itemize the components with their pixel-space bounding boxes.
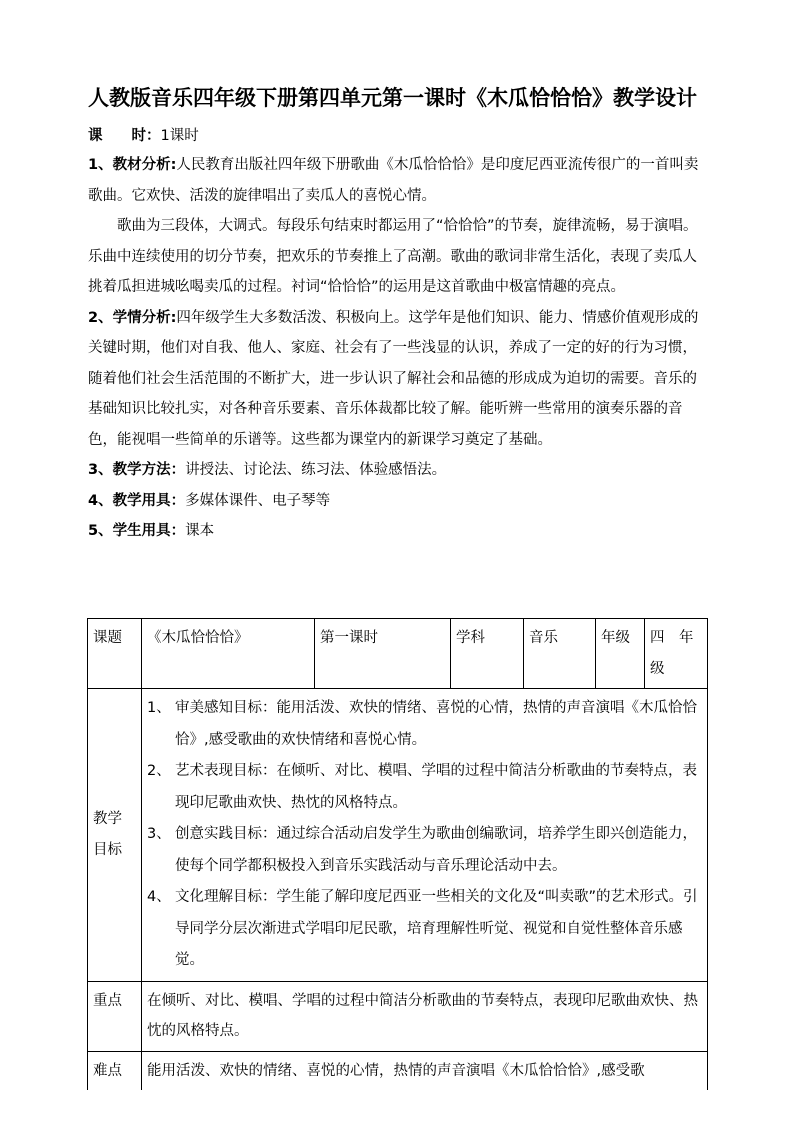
section-text: 课本: [185, 523, 215, 539]
section-textbook: [88, 150, 708, 211]
topic-value-cell: 《木瓜恰恰恰》: [142, 619, 315, 689]
subject-label-cell: 学科: [451, 619, 524, 689]
table-row: [88, 1051, 708, 1090]
goal-number: 3、: [147, 826, 171, 842]
lesson-time-value: 1课时: [160, 128, 199, 144]
section-label: 5、学生用具：: [88, 523, 186, 539]
section-text: 多媒体课件、电子琴等: [185, 492, 331, 509]
lesson-time-line: [88, 126, 199, 146]
section-label: 3、教学方法：: [88, 462, 186, 478]
section-students: [88, 303, 708, 456]
goals-label-cell: 教学目标: [88, 689, 142, 982]
grade-label-cell: 年级: [596, 619, 645, 689]
goal-text: 审美感知目标：能用活泼、欢快的情绪、喜悦的心情，热情的声音演唱《木瓜恰恰恰》,感受歌曲的欢快情绪和喜悦心情。: [175, 700, 697, 748]
lesson-time-label: 课 时：: [88, 128, 161, 144]
table-row: [88, 981, 708, 1051]
goals-list: [147, 693, 702, 977]
section-label: 1、教材分析:: [88, 157, 177, 173]
document-title: 人教版音乐四年级下册第四单元第一课时《木瓜恰恰恰》教学设计: [88, 85, 697, 110]
section-text: 人民教育出版社四年级下册歌曲《木瓜恰恰恰》是印度尼西亚流传很广的一首叫卖歌曲。它欢快、活泼的旋律唱出了卖瓜人的喜悦心情。: [88, 157, 699, 204]
grade-value-cell: 四 年级: [645, 619, 708, 689]
key-label-cell: 重点: [88, 981, 142, 1051]
section-label: 4、教学用具：: [88, 492, 186, 509]
key-content-cell: 在倾听、对比、模唱、学唱的过程中简洁分析歌曲的节奏特点，表现印尼歌曲欢快、热忱的风格特点。: [142, 981, 708, 1051]
goal-number: 4、: [147, 889, 171, 905]
section-methods: [88, 455, 708, 486]
section-text: 讲授法、讨论法、练习法、体验感悟法。: [185, 462, 447, 478]
list-item: [147, 819, 702, 882]
period-value-cell: 第一课时: [315, 619, 451, 689]
section-label: 2、学情分析:: [88, 309, 177, 326]
section-text: 四年级学生大多数活泼、积极向上。这学年是他们知识、能力、情感价值观形成的关键时期，他们对自我、他人、家庭、社会有了一些浅显的认识，养成了一定的好的行为习惯，随着他们社会生活范围的不断扩大，进一步认识了解社会和品德的形成成为迫切的需要。音乐的基础知识比较扎实，对各种音乐要素、音乐体裁都比较了解。能听辨一些常用的演奏乐器的音色，能视唱一些简单的乐谱等。这些都为课堂内的新课学习奠定了基础。: [88, 309, 699, 448]
list-item: [147, 882, 702, 977]
section-song: [88, 211, 708, 303]
analysis-block: [88, 150, 708, 547]
goal-number: 1、: [147, 700, 171, 716]
list-item: [147, 756, 702, 819]
topic-label-cell: 课题: [88, 619, 142, 689]
list-item: [147, 693, 702, 756]
subject-value-cell: 音乐: [524, 619, 596, 689]
section-tools: [88, 486, 708, 517]
goals-content-cell: [142, 689, 708, 982]
table-row: [88, 689, 708, 982]
goal-text: 文化理解目标：学生能了解印度尼西亚一些相关的文化及“叫卖歌”的艺术形式。引导同学分层次渐进式学唱印尼民歌，培育理解性听觉、视觉和自觉性整体音乐感觉。: [175, 889, 698, 968]
table-row: [88, 619, 708, 689]
goal-text: 创意实践目标：通过综合活动启发学生为歌曲创编歌词，培养学生即兴创造能力，使每个同学都积极投入到音乐实践活动与音乐理论活动中去。: [175, 826, 697, 874]
goal-number: 2、: [147, 763, 171, 779]
lesson-table: [87, 618, 708, 1090]
goal-text: 艺术表现目标：在倾听、对比、模唱、学唱的过程中简洁分析歌曲的节奏特点，表现印尼歌曲欢快、热忱的风格特点。: [175, 763, 697, 811]
section-text: 歌曲为三段体，大调式。每段乐句结束时都运用了“恰恰恰”的节奏，旋律流畅，易于演唱。乐曲中连续使用的切分节奏，把欢乐的节奏推上了高潮。歌曲的歌词非常生活化，表现了卖瓜人挑着瓜担进城吆喝卖瓜的过程。衬词“恰恰恰”的运用是这首歌曲中极富情趣的亮点。: [88, 218, 698, 295]
difficulty-content-cell: 能用活泼、欢快的情绪、喜悦的心情，热情的声音演唱《木瓜恰恰恰》,感受歌: [142, 1051, 708, 1090]
difficulty-label-cell: 难点: [88, 1051, 142, 1090]
section-student-tools: [88, 516, 708, 547]
